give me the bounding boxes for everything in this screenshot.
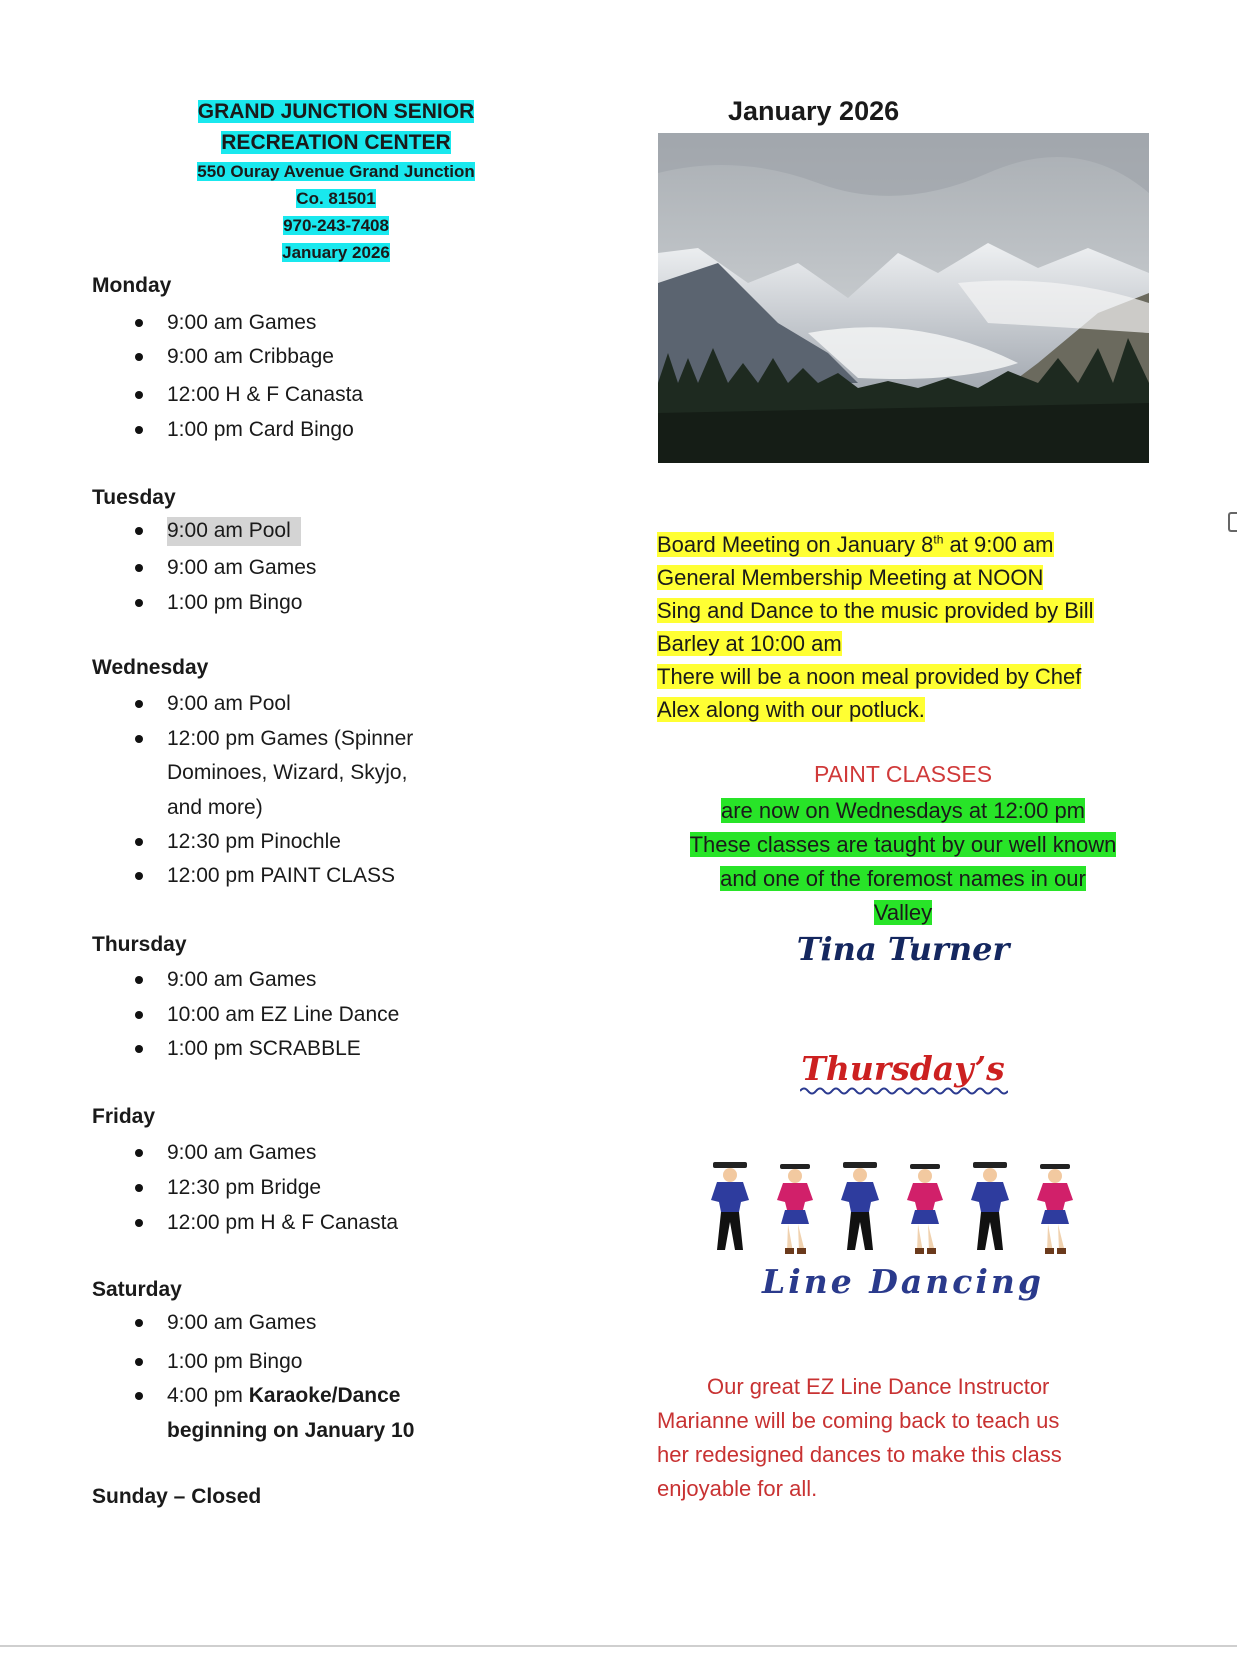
bullet-icon [135, 1045, 143, 1053]
bullet-icon [135, 838, 143, 846]
list-item-continuation: and more) [167, 796, 263, 819]
paint-line4: Valley [873, 900, 933, 925]
bullet-icon [135, 319, 143, 327]
line-dancing-title: Line Dancing [762, 1262, 1044, 1301]
bullet-icon [135, 735, 143, 743]
day-title-monday: Monday [92, 274, 172, 297]
list-item: 9:00 am Pool [167, 513, 301, 548]
list-item: 9:00 am Games [167, 962, 316, 997]
ez-line-dance-note [657, 1370, 1157, 1506]
bullet-icon [135, 872, 143, 880]
line-dancers-clipart [705, 1160, 1105, 1265]
list-item-continuation: Dominoes, Wizard, Skyjo, [167, 761, 408, 784]
paint-line1: are now on Wednesdays at 12:00 pm [720, 798, 1086, 823]
mountain-landscape-photo [658, 133, 1149, 463]
ez-line4: enjoyable for all. [657, 1476, 818, 1501]
meal-line2: Alex along with our potluck. [657, 697, 925, 723]
paint-line2: These classes are taught by our well known [689, 832, 1117, 857]
board-meeting-text: Board Meeting on January 8th at 9:00 am [657, 532, 1054, 558]
paint-classes-details [657, 794, 1149, 930]
general-meeting-text: General Membership Meeting at NOON [657, 565, 1044, 591]
list-item: 1:00 pm Card Bingo [167, 412, 354, 447]
center-header [150, 96, 522, 266]
list-item: 10:00 am EZ Line Dance [167, 997, 399, 1032]
bullet-icon [135, 527, 143, 535]
list-item: 9:00 am Cribbage [167, 339, 334, 374]
list-item: 9:00 am Games [167, 550, 316, 585]
bullet-icon [135, 426, 143, 434]
squiggle-underline [800, 1085, 1008, 1097]
phone-number: 970-243-7408 [283, 216, 389, 235]
bullet-icon [135, 353, 143, 361]
list-item: 9:00 am Games [167, 305, 316, 340]
announcements-block [657, 524, 1157, 726]
ez-line2: Marianne will be coming back to teach us [657, 1408, 1060, 1433]
address-line1: 550 Ouray Avenue Grand Junction [197, 162, 475, 181]
org-name-line2: RECREATION CENTER [221, 131, 451, 154]
paint-classes-title: PAINT CLASSES [813, 761, 993, 787]
dancer-icon [711, 1162, 749, 1250]
list-item: 1:00 pm Bingo [167, 585, 302, 620]
bullet-icon [135, 1319, 143, 1327]
ez-line3: her redesigned dances to make this class [657, 1442, 1062, 1467]
bullet-icon [135, 700, 143, 708]
paint-line3: and one of the foremost names in our [720, 866, 1086, 891]
list-item: 1:00 pm SCRABBLE [167, 1031, 361, 1066]
list-item: 9:00 am Games [167, 1135, 316, 1170]
day-title-tuesday: Tuesday [92, 486, 176, 509]
ez-line1: Our great EZ Line Dance Instructor [707, 1374, 1050, 1399]
list-item: 4:00 pm Karaoke/Dance [167, 1378, 400, 1413]
dancer-icon [907, 1164, 943, 1254]
list-item: 9:00 am Pool [167, 686, 291, 721]
bullet-icon [135, 1392, 143, 1400]
page-bottom-border [0, 1645, 1237, 1647]
dancer-icon [841, 1162, 879, 1250]
day-title-saturday: Saturday [92, 1278, 182, 1301]
list-item: 12:00 pm Games (Spinner [167, 721, 413, 756]
dancer-icon [971, 1162, 1009, 1250]
header-month: January 2026 [282, 243, 390, 262]
list-item: 12:30 pm Bridge [167, 1170, 321, 1205]
bullet-icon [135, 976, 143, 984]
month-title: January 2026 [728, 96, 900, 126]
list-item: 1:00 pm Bingo [167, 1344, 302, 1379]
sing-dance-line2: Barley at 10:00 am [657, 631, 842, 657]
address-line2: Co. 81501 [296, 189, 376, 208]
dancer-icon [1037, 1164, 1073, 1254]
list-item: 9:00 am Games [167, 1305, 316, 1340]
list-item: 12:30 pm Pinochle [167, 824, 341, 859]
instructor-name: Tina Turner [796, 930, 1010, 968]
list-item: 12:00 H & F Canasta [167, 377, 363, 412]
list-item-continuation: beginning on January 10 [167, 1419, 415, 1442]
list-item: 12:00 pm PAINT CLASS [167, 858, 395, 893]
meal-line1: There will be a noon meal provided by Chef [657, 664, 1082, 690]
org-name-line1: GRAND JUNCTION SENIOR [197, 100, 475, 123]
day-title-wednesday: Wednesday [92, 656, 209, 679]
sing-dance-line1: Sing and Dance to the music provided by Bill [657, 598, 1094, 624]
list-item: 12:00 pm H & F Canasta [167, 1205, 398, 1240]
day-title-friday: Friday [92, 1105, 156, 1128]
bullet-icon [135, 1011, 143, 1019]
comment-marker-icon[interactable] [1228, 512, 1237, 532]
day-title-thursday: Thursday [92, 933, 187, 956]
bullet-icon [135, 1358, 143, 1366]
bullet-icon [135, 599, 143, 607]
bullet-icon [135, 1184, 143, 1192]
bullet-icon [135, 564, 143, 572]
bullet-icon [135, 1219, 143, 1227]
thursdays-title: Thursday’s [801, 1049, 1005, 1088]
bullet-icon [135, 391, 143, 399]
bullet-icon [135, 1149, 143, 1157]
dancer-icon [777, 1164, 813, 1254]
day-title-sunday: Sunday – Closed [92, 1485, 262, 1508]
